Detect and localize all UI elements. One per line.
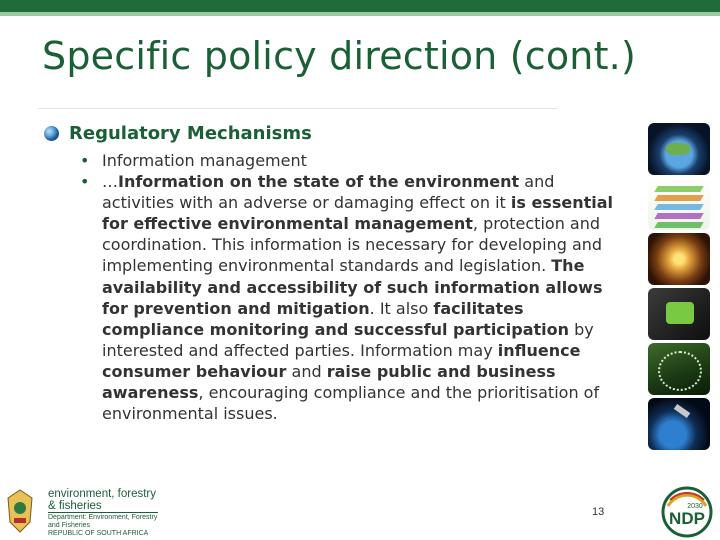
ndp-logo [660,486,714,538]
bullet-text: Information management [102,151,307,170]
radiating-light-image [648,233,710,285]
text-part: and [286,361,327,381]
ndp-logo-text: NDP [669,509,705,528]
heading-text: Regulatory Mechanisms [69,123,312,144]
bullet-item-information-state [70,171,630,424]
bullet-list [70,150,630,424]
earth-satellite-image [648,123,710,175]
title-rule [38,108,558,109]
slide-title: Specific policy direction (cont.) [42,34,636,78]
page-number: 13 [592,506,605,518]
footer [0,482,720,540]
bold-part: Information on the state of the environment [118,172,520,192]
coat-of-arms-icon [4,488,36,536]
bold-part: raise public and business awareness [102,361,556,403]
text-part: , encouraging compliance and the prioritisation of environmental issues. [102,383,600,424]
dept-line-2: & fisheries [48,500,102,512]
text-part: and activities with an adverse or damaging effect on it [102,172,555,213]
map-layers-image [648,178,710,230]
dept-sub-2: and Fisheries [48,522,91,529]
bold-part: facilitates compliance monitoring and successful participation [102,298,570,339]
bold-part: is essential for effective environmental management [102,193,614,234]
ndp-logo-year: 2030 [687,503,703,510]
globe-bullet-icon [44,126,59,141]
top-bar-accent [0,12,720,16]
section-heading [44,123,312,144]
dept-line-1: environment, forestry [48,488,157,500]
image-strip [648,123,710,453]
top-bar [0,0,720,12]
text-part: , protection and coordination. This information is necessary for developing and implementing environmental standards and legislation. [102,214,603,276]
bullet-item-information-management [70,150,630,171]
bullet-dot-icon: • [80,151,90,170]
bold-part: influence consumer behaviour [102,340,581,381]
bold-part: The availability and accessibility of such information allows for prevention and mitigation [102,256,603,318]
bullet-dot-icon: • [80,172,90,192]
dept-sub-3: REPUBLIC OF SOUTH AFRICA [48,530,149,537]
green-key-icon [666,302,694,324]
text-part: … [102,172,118,192]
dept-sub-1: Department: Environment, Forestry [48,514,158,521]
satellite-orbit-image [648,398,710,450]
green-keyboard-key-image [648,288,710,340]
department-subtitle [48,512,158,538]
department-name [48,488,156,512]
text-part: . It also [369,298,434,318]
text-part: by interested and affected parties. Information may [102,319,594,360]
aerial-terrain-image [648,343,710,395]
